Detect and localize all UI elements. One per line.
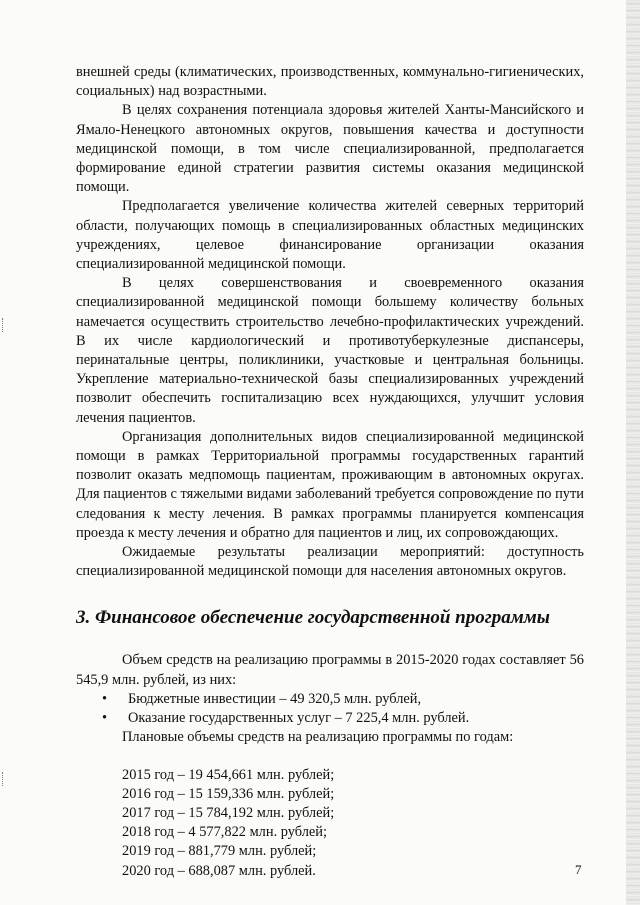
year-item: 2019 год – 881,779 млн. рублей; — [122, 843, 317, 860]
plan-intro: Плановые объемы средств на реализацию программы по годам: — [122, 729, 514, 746]
scan-edge-artifact — [626, 0, 640, 905]
page-number: 7 — [575, 862, 582, 877]
funding-intro: Объем средств на реализацию программы в 2015-2020 годах составляет 56 545,9 млн. рублей, из них: — [76, 652, 584, 688]
paragraph: Ожидаемые результаты реализации мероприятий: доступность специализированной медицинской помощи для населения автономных округов. — [76, 544, 584, 580]
paragraph: внешней среды (климатических, производственных, коммунально-гигиенических, социальных) над возрастными. — [76, 64, 584, 100]
year-item: 2015 год – 19 454,661 млн. рублей; — [122, 766, 335, 783]
paragraph: В целях совершенствования и своевременного оказания специализированной медицинской помощи большему количеству больных намечается осуществить строительство лечебно-профилактических учреждений. В их числе кардиологический и противотуберкулезные диспансеры, перинатальные центры, поликлиники, участковые и центральная больницы. Укрепление материально-технической базы специализированных учреждений позволит обеспечить госпитализацию всех нуждающихся, улучшит условия лечения пациентов. — [76, 275, 584, 426]
bullet-item: • Оказание государственных услуг – 7 225,4 млн. рублей. — [106, 709, 584, 728]
year-item: 2018 год – 4 577,822 млн. рублей; — [122, 824, 328, 841]
yearly-funding-list — [122, 766, 584, 881]
bullet-item: • Бюджетные инвестиции – 49 320,5 млн. рублей, — [106, 690, 584, 709]
paragraph: Предполагается увеличение количества жителей северных территорий области, получающих помощь в специализированных областных медицинских учреждениях, целевое финансирование организации оказания специализированной медицинской помощи. — [76, 198, 584, 273]
year-item: 2016 год – 15 159,336 млн. рублей; — [122, 785, 335, 802]
paragraph: Организация дополнительных видов специализированной медицинской помощи в рамках Территориальной программы государственных гарантий позволит оказать медпомощь пациентам, проживающим в автономных округах. Для пациентов с тяжелыми видами заболеваний требуется сопровождение по пути следования к месту лечения. В рамках программы планируется компенсация проезда к месту лечения и обратно для пациентов и лиц, их сопровождающих. — [76, 428, 584, 541]
year-item: 2020 год – 688,087 млн. рублей. — [122, 862, 316, 879]
funding-bullets — [76, 690, 584, 728]
section-heading: 3. Финансовое обеспечение государственной программы — [76, 607, 550, 629]
scan-hole-mark — [2, 772, 6, 786]
scan-hole-mark — [2, 318, 6, 332]
page-content — [76, 63, 584, 881]
body-text — [76, 63, 584, 581]
year-item: 2017 год – 15 784,192 млн. рублей; — [122, 804, 335, 821]
paragraph: В целях сохранения потенциала здоровья жителей Ханты-Мансийского и Ямало-Ненецкого автономных округов, повышения качества и доступности медицинской помощи, в том числе специализированной, предполагается формирование единой стратегии развития системы оказания медицинской помощи. — [76, 102, 584, 196]
